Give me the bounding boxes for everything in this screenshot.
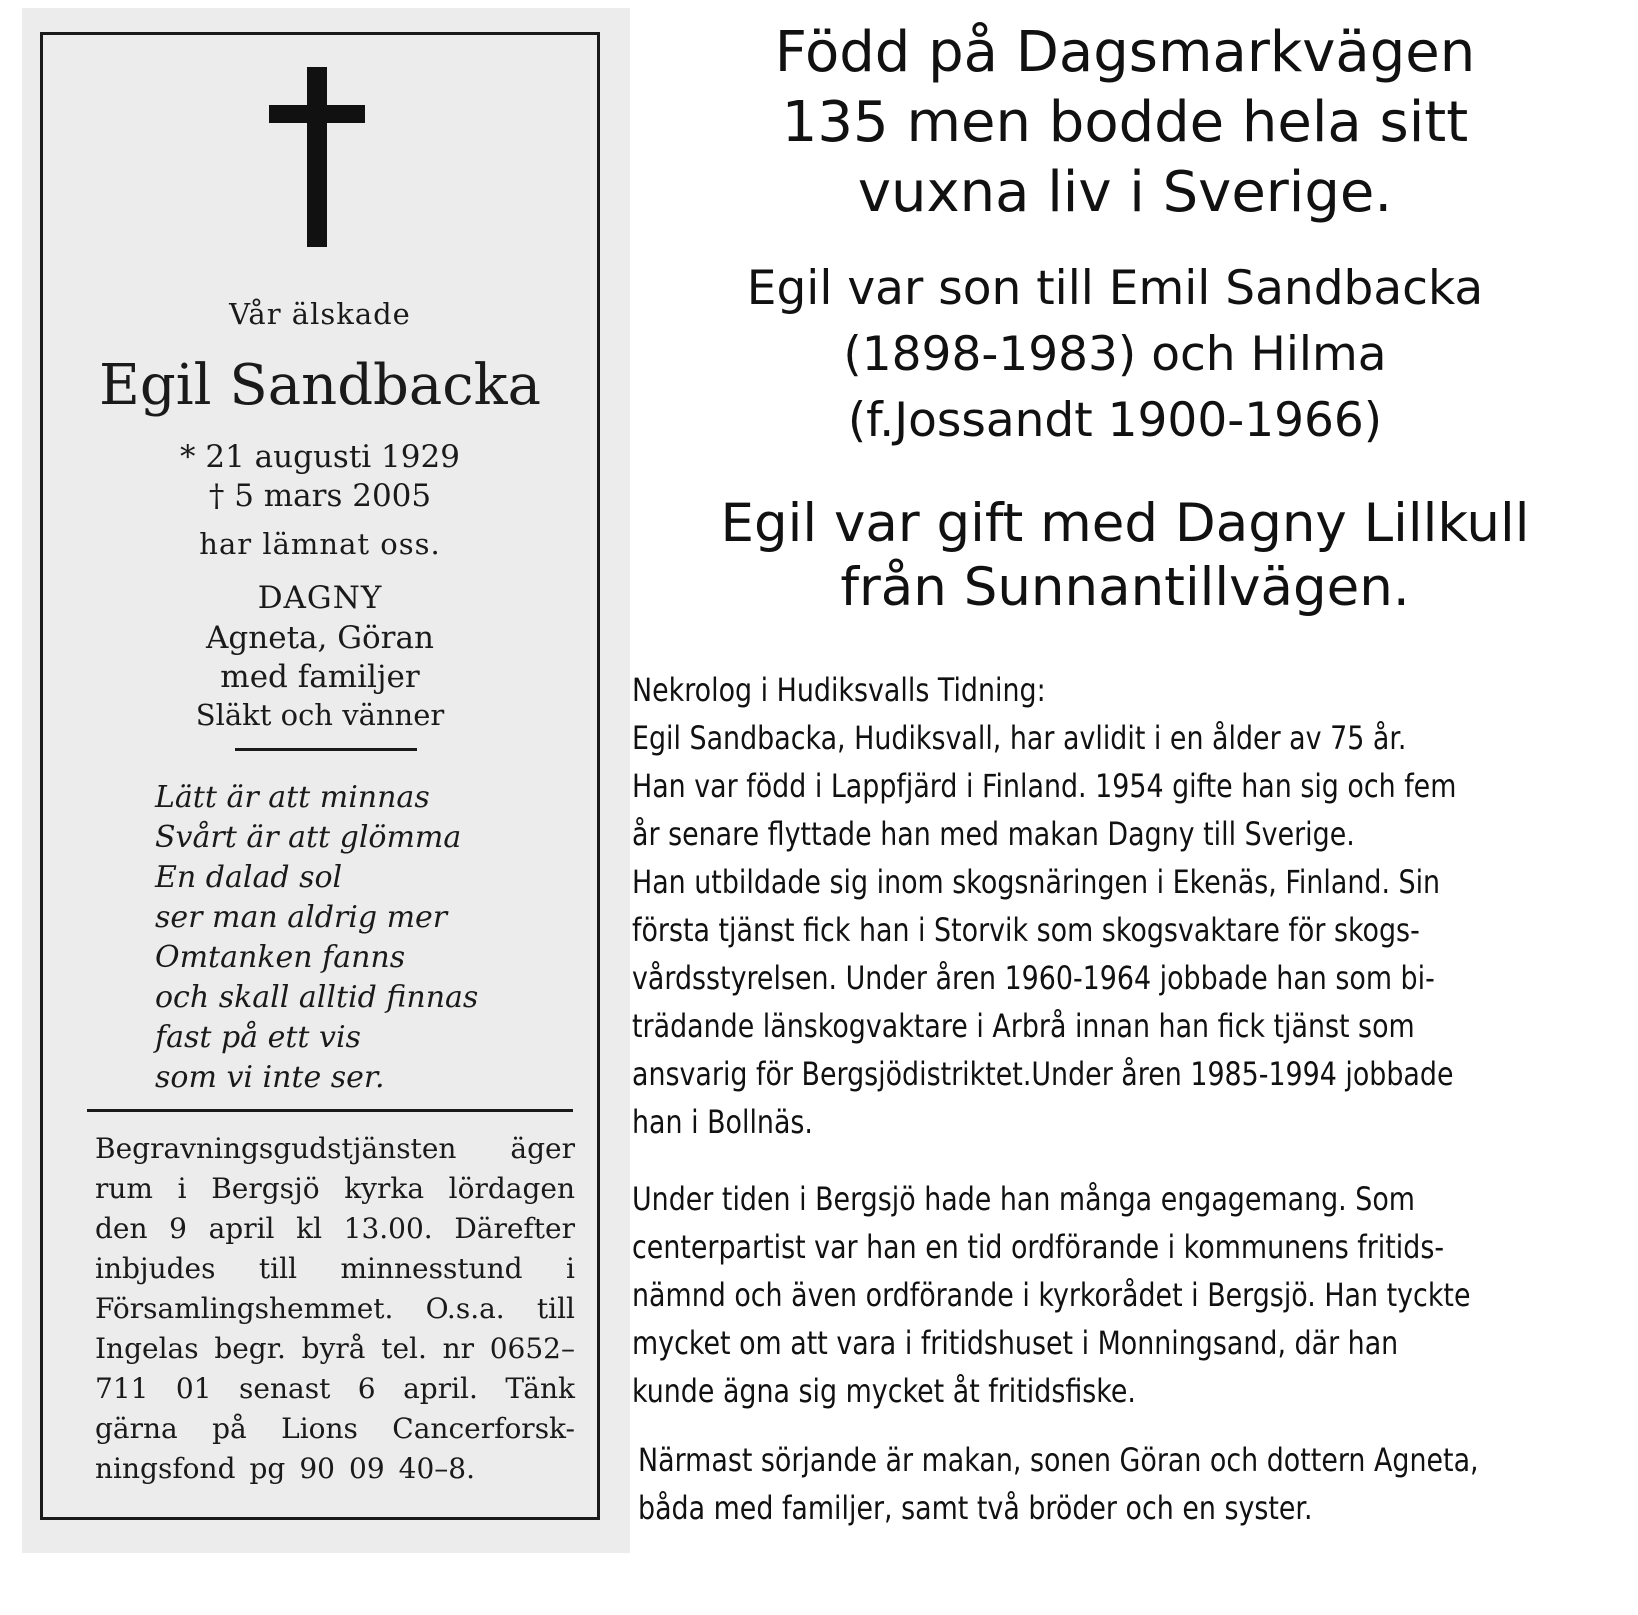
mourner-line: DAGNY — [257, 580, 383, 616]
poem-line: Omtanken fanns — [155, 940, 406, 975]
heading-line: 135 men bodde hela sitt — [781, 90, 1469, 155]
funeral-info — [95, 1129, 575, 1489]
heading-line: Född på Dagsmarkvägen — [774, 20, 1476, 85]
funeral-line: rum i Bergsjö kyrka lördagen — [95, 1172, 575, 1205]
heading-line: Egil var gift med Dagny Lillkull — [720, 493, 1530, 554]
poem-line: ser man aldrig mer — [155, 900, 448, 935]
obituary-paragraph-3 — [638, 1436, 1479, 1532]
heading-line: vuxna liv i Sverige. — [857, 160, 1393, 225]
obituary-line: kunde ägna sig mycket åt fritidsfiske. — [632, 1372, 1136, 1410]
funeral-line: Församlingshemmet. O.s.a. till — [95, 1292, 575, 1325]
poem-line: Lätt är att minnas — [155, 780, 430, 815]
obituary-line: vårdsstyrelsen. Under åren 1960-1964 jobbade han som bi- — [632, 959, 1435, 997]
birth-heading — [660, 18, 1590, 228]
obituary-line: Nekrolog i Hudiksvalls Tidning: — [632, 671, 1046, 709]
funeral-line: ningsfond pg 90 09 40–8. — [95, 1452, 475, 1485]
cross-icon — [269, 67, 365, 247]
funeral-line: Ingelas begr. byrå tel. nr 0652– — [95, 1332, 575, 1365]
funeral-line: 711 01 senast 6 april. Tänk — [95, 1372, 575, 1405]
obituary-paragraph-2 — [632, 1175, 1470, 1415]
obituary-line: nämnd och även ordförande i kyrkorådet i Bergsjö. Han tyckte — [632, 1276, 1471, 1314]
obituary-line: han i Bollnäs. — [632, 1103, 813, 1141]
death-date: † 5 mars 2005 — [208, 478, 432, 514]
notice-intro: Vår älskade — [229, 297, 411, 331]
obituary-line: Under tiden i Bergsjö hade han många engagemang. Som — [632, 1180, 1415, 1218]
obituary-line: Han utbildade sig inom skogsnäringen i Ekenäs, Finland. Sin — [632, 863, 1441, 901]
parents-heading — [660, 256, 1570, 454]
obituary-paragraph-1 — [632, 666, 1456, 1146]
funeral-line: Begravningsgudstjänsten äger — [95, 1132, 575, 1165]
obituary-line: Närmast sörjande är makan, sonen Göran och dottern Agneta, — [638, 1441, 1479, 1479]
heading-line: Egil var son till Emil Sandbacka — [746, 261, 1484, 316]
divider — [87, 1109, 573, 1112]
death-notice-clipping — [22, 8, 630, 1553]
poem-line: och skall alltid finnas — [155, 980, 479, 1015]
obituary-line: ansvarig för Bergsjödistriktet.Under åren 1985-1994 jobbade — [632, 1055, 1454, 1093]
obituary-line: mycket om att vara i fritidshuset i Monningsand, där han — [632, 1324, 1399, 1362]
obituary-line: båda med familjer, samt två bröder och en syster. — [638, 1489, 1313, 1527]
poem-line: Svårt är att glömma — [155, 820, 462, 855]
notice-left-us: har lämnat oss. — [199, 527, 441, 561]
memorial-poem — [155, 778, 478, 1098]
obituary-line: Egil Sandbacka, Hudiksvall, har avlidit i en ålder av 75 år. — [632, 719, 1407, 757]
mourner-line: Agneta, Göran — [206, 620, 434, 656]
funeral-line: gärna på Lions Cancerforsk- — [95, 1412, 575, 1445]
mourner-line: med familjer — [220, 659, 420, 695]
poem-line: som vi inte ser. — [155, 1060, 385, 1095]
obituary-line: trädande länskogvaktare i Arbrå innan han fick tjänst som — [632, 1007, 1415, 1045]
obituary-line: Han var född i Lappfjärd i Finland. 1954 gifte han sig och fem — [632, 767, 1457, 805]
obituary-line: centerpartist var han en tid ordförande i kommunens fritids- — [632, 1228, 1445, 1266]
funeral-line: den 9 april kl 13.00. Därefter — [95, 1212, 575, 1245]
mourner-line: Släkt och vänner — [195, 698, 445, 732]
marriage-heading — [660, 492, 1590, 620]
birth-date: * 21 augusti 1929 — [180, 439, 460, 475]
heading-line: (f.Jossandt 1900-1966) — [847, 393, 1383, 448]
obituary-line: första tjänst fick han i Storvik som skogsvaktare för skogs- — [632, 911, 1420, 949]
divider — [235, 748, 417, 751]
poem-line: fast på ett vis — [155, 1020, 361, 1055]
heading-line: från Sunnantillvägen. — [840, 557, 1410, 618]
death-notice-frame — [40, 32, 600, 1520]
deceased-name: Egil Sandbacka — [99, 353, 541, 418]
poem-line: En dalad sol — [155, 860, 343, 895]
heading-line: (1898-1983) och Hilma — [843, 327, 1387, 382]
obituary-line: år senare flyttade han med makan Dagny till Sverige. — [632, 815, 1355, 853]
funeral-line: inbjudes till minnesstund i — [95, 1252, 575, 1285]
